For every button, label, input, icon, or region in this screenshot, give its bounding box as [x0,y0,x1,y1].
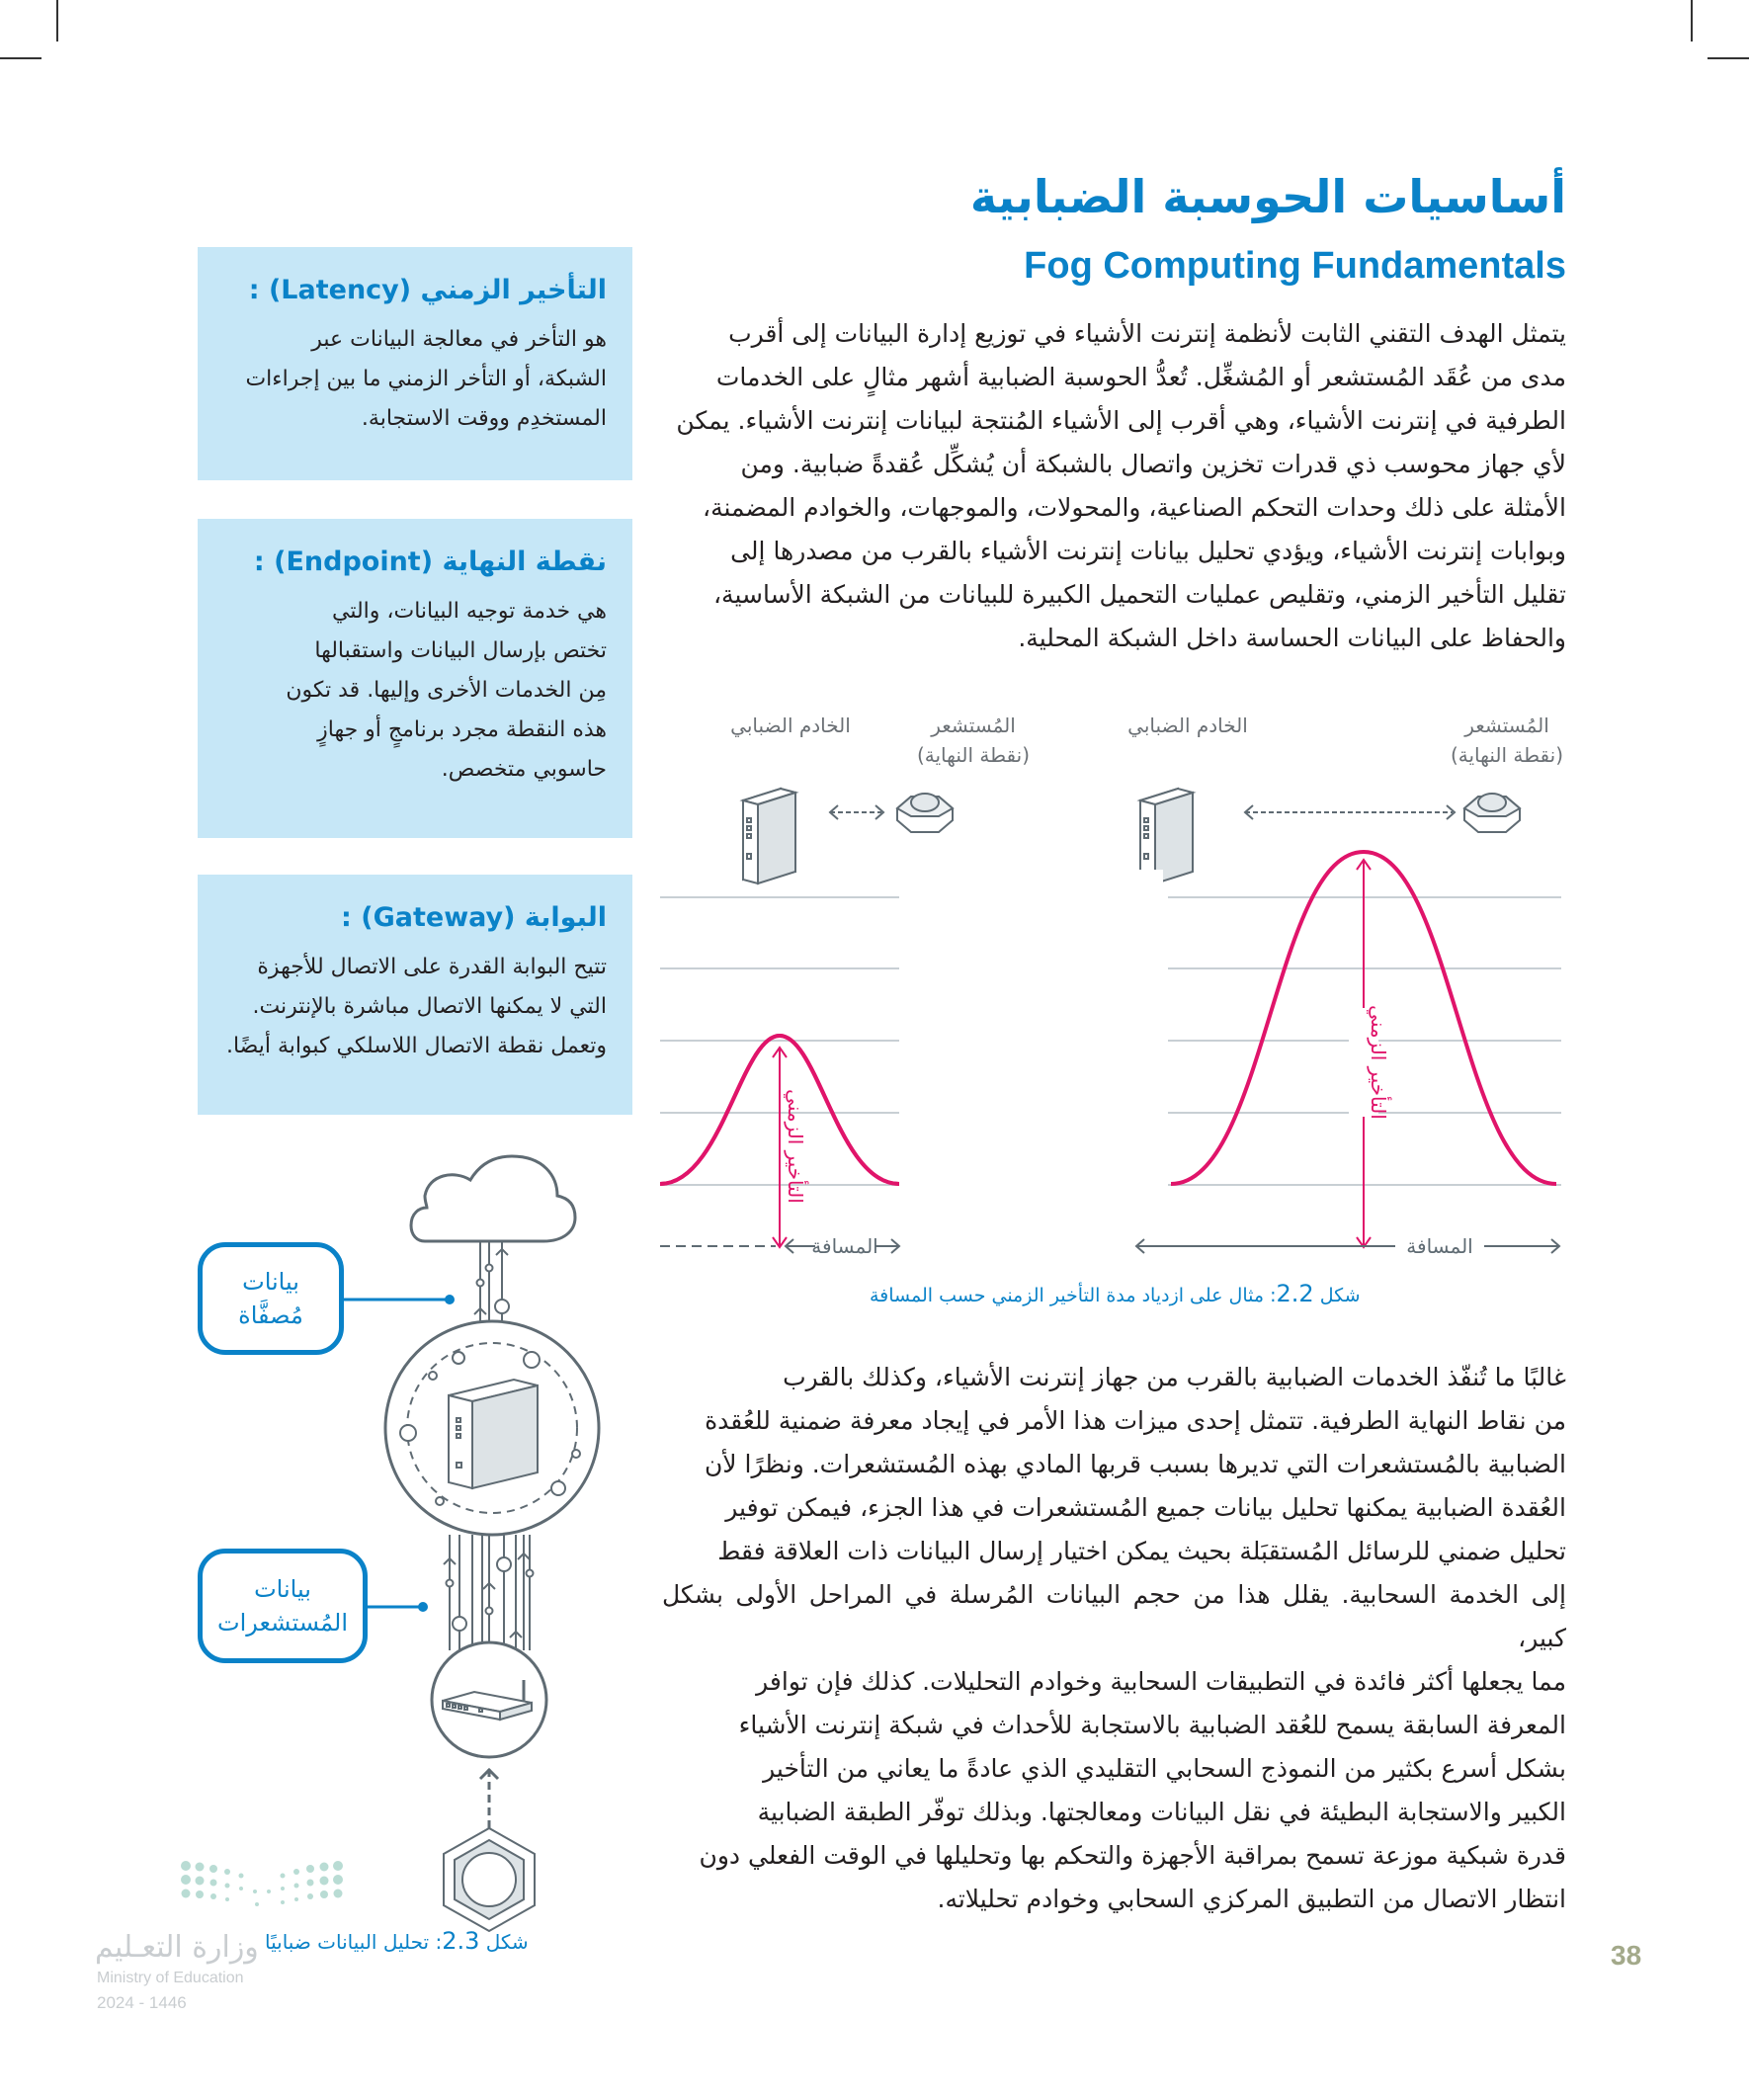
sensor-icon [897,794,953,832]
callout-filtered-data [198,1242,344,1355]
ministry-name-english: Ministry of Education [97,1970,244,1986]
text-line: الطرفية في إنترنت الأشياء، وهي أقرب إلى الأشياء المُنتجة لبيانات إنترنت الأشياء. يمكن [676,406,1566,435]
definition-line: المستخدِم ووقت الاستجابة. [361,406,607,431]
definition-term: البوابة (Gateway) : [341,902,607,933]
body-paragraph [662,1356,1566,1921]
sensor-icon [1464,794,1520,832]
far-sensor-sublabel: (نقطة النهاية) [1450,743,1564,767]
definition-line: التي لا يمكنها الاتصال مباشرة بالإنترنت. [252,994,607,1019]
text-line: الأمثلة على ذلك وحدات التحكم الصناعية، والمحولات، والموجهات، والخوادم المضمنة، [703,493,1566,522]
definition-box-gateway [198,875,632,1115]
text-line: المعرفة السابقة يسمح للعُقد الضبابية بالاستجابة للأحداث في شبكة إنترنت الأشياء [738,1711,1566,1739]
crop-mark-tr-v [1691,0,1693,42]
crop-mark-tl-v [56,0,58,42]
callout-line: بيانات [254,1575,311,1603]
definition-term: نقطة النهاية (Endpoint) : [253,546,607,577]
far-server-label: الخادم الضبابي [1127,714,1248,737]
definition-line: الشبكة، أو التأخر الزمني ما بين إجراءات [245,367,607,391]
text-line: إلى الخدمة السحابية. يقلل هذا من حجم البيانات المُرسلة في المراحل الأولى بشكل كبير، [662,1580,1566,1652]
caption-prefix: شكل [485,1930,529,1954]
far-connection-arrow [1245,805,1455,819]
definition-line: هي خدمة توجيه البيانات، والتي [331,599,607,624]
connector-dot [445,1295,455,1304]
text-line: تقليل التأخير الزمني، وتقليص عمليات التحميل الكبيرة للبيانات من الشبكة الأساسية، [712,580,1566,609]
far-distance-label: المسافة [1406,1234,1473,1258]
caption-text: : مثال على ازدياد مدة التأخير الزمني حسب المسافة [870,1285,1277,1306]
intro-paragraph [662,312,1566,660]
definition-line: هو التأخر في معالجة البيانات عبر [311,327,607,352]
far-latency-label: التأخير الزمني [1367,1005,1390,1120]
text-line: الضبابية بالمُستشعرات التي تديرها بسبب قربها المادي بهذه المُستشعرات. ونظرًا لأن [704,1450,1566,1478]
cloud-icon [411,1156,575,1241]
figure-2-3-caption [265,1927,529,1955]
text-line: وبوابات إنترنت الأشياء، ويؤدي تحليل بيانات إنترنت الأشياء بالقرب من مصدرها إلى [730,537,1566,565]
near-connection-arrow [830,805,883,819]
text-line: العُقدة الضبابية يمكنها تحليل بيانات جميع المُستشعرات في هذا الجزء، فيمكن توفير [725,1493,1566,1522]
text-line: الكبير والاستجابة البطيئة في نقل البيانات ومعالجتها. وبذلك توفّر الطبقة الضبابية [757,1798,1566,1826]
ministry-logo-icon [178,1858,356,1917]
figure-2-2-caption [870,1280,1361,1307]
connector-dot [418,1602,428,1612]
text-line: والحفاظ على البيانات الحساسة داخل الشبكة المحلية. [1018,624,1566,652]
caption-number: 2.2 [1276,1280,1314,1307]
far-sensor-label: المُستشعر [1464,714,1549,737]
callout-sensor-data [198,1549,368,1663]
crop-mark-tr-h [1707,57,1749,59]
near-server-label: الخادم الضبابي [730,714,851,737]
edition-year: 2024 - 1446 [97,1993,187,2012]
text-line: تحليل ضمني للرسائل المُستقبَلة بحيث يمكن اختيار إرسال البيانات ذات العلاقة فقط [717,1537,1566,1565]
ministry-name-arabic: وزارة التعـليم [95,1930,259,1965]
page-title-english: Fog Computing Fundamentals [1024,245,1566,287]
text-line: بشكل أسرع بكثير من النموذج السحابي التقليدي الذي عادةً ما يعاني من التأخير [763,1754,1566,1783]
caption-prefix: شكل [1319,1285,1361,1306]
definition-box-latency [198,247,632,480]
page-title-arabic: أساسيات الحوسبة الضبابية [969,170,1566,223]
page-number: 38 [1611,1940,1642,1971]
fog-server-icon [1140,789,1193,883]
callout-line: بيانات [242,1268,299,1296]
crop-mark-tl-h [0,57,42,59]
definition-line: مِن الخدمات الأخرى وإليها. قد تكون [286,678,607,703]
caption-number: 2.3 [442,1927,480,1955]
callout-line: مُصفَّاة [238,1302,303,1329]
near-distance-label: المسافة [811,1234,878,1258]
text-line: لأي جهاز محوسب ذي قدرات تخزين واتصال بالشبكة أن يُشكِّل عُقدةً ضبابية. ومن [740,450,1566,478]
text-line: انتظار الاتصال من التطبيق المركزي السحابي وخوادم تحليلاته. [937,1885,1566,1913]
text-line: يتمثل الهدف التقني الثابت لأنظمة إنترنت الأشياء في توزيع إدارة البيانات إلى أقرب [728,319,1566,348]
latency-distance-diagram [652,771,1581,1265]
fog-server-icon [449,1380,538,1488]
near-latency-label: التأخير الزمني [784,1089,807,1204]
definition-line: وتعمل نقطة الاتصال اللاسلكي كبوابة أيضًا. [225,1034,607,1058]
text-line: قدرة شبكية موزعة تسمح بمراقبة الأجهزة والتحكم بها وتحليلها في الوقت الفعلي دون [699,1841,1566,1870]
definition-term: التأخير الزمني (Latency) : [248,275,607,305]
definition-line: تتيح البوابة القدرة على الاتصال للأجهزة [257,955,607,979]
text-line: مدى من عُقَد المُستشعر أو المُشغِّل. تُعدُّ الحوسبة الضبابية أشهر مثالٍ على الخدمات [715,363,1566,391]
text-line: مما يجعلها أكثر فائدة في التطبيقات السحابية وخوادم التحليلات. كذلك فإن توافر [756,1667,1566,1696]
fog-server-icon [743,789,795,883]
definition-line: تختص بإرسال البيانات واستقبالها [314,638,607,663]
far-distance-axis [1136,1239,1559,1253]
near-sensor-label: المُستشعر [931,714,1016,737]
callout-line: المُستشعرات [217,1609,348,1637]
definition-line: حاسوبي متخصص. [441,757,607,782]
caption-text: : تحليل البيانات ضبابيًا [265,1930,443,1954]
text-line: من نقاط النهاية الطرفية. تتمثل إحدى ميزات هذا الأمر في إيجاد معرفة ضمنية للعُقدة [705,1406,1566,1435]
text-line: غالبًا ما تُنفّذ الخدمات الضبابية بالقرب من جهاز إنترنت الأشياء، وكذلك بالقرب [783,1363,1566,1391]
definition-line: هذه النقطة مجرد برنامجٍ أو جهازٍ [317,717,607,742]
definition-box-endpoint [198,519,632,838]
near-sensor-sublabel: (نقطة النهاية) [916,743,1031,767]
